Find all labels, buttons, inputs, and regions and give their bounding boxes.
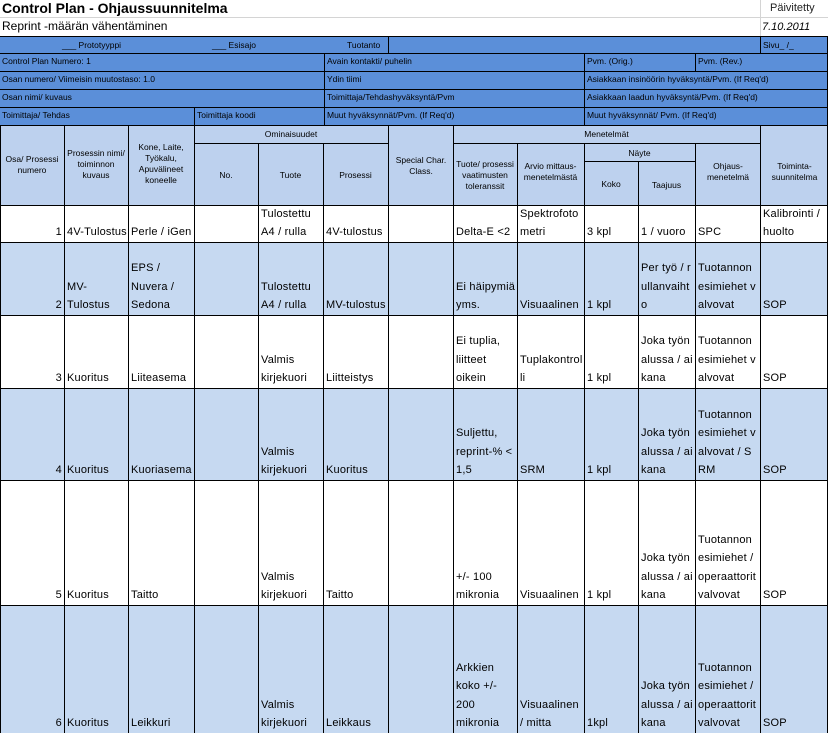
other-approval-2: Muut hyväksynnät/ Pvm. (If Req'd) (587, 110, 717, 120)
row-action-plan: SOP (763, 463, 787, 476)
row-process-name: 4V-Tulostus (67, 225, 127, 238)
row-measurement: Visuaalinen (520, 588, 579, 601)
col-characteristics: Ominaisuudet (264, 129, 318, 139)
row-control-method: Tuotannon esimiehet / operaattorit valvovat (698, 534, 757, 601)
row-number: 2 (55, 298, 62, 311)
row-process-name: Kuoritus (67, 716, 109, 729)
row-special-char (389, 206, 453, 241)
row-machine: Taitto (131, 588, 159, 601)
row-process-name: Kuoritus (67, 588, 109, 601)
col-measurement: Arvio mittaus-menetelmästä (523, 161, 578, 182)
row-control-method: Tuotannon esimiehet valvovat (698, 262, 756, 311)
row-product: Valmis kirjekuori (261, 445, 308, 476)
row-tolerance: +/- 100 mikronia (456, 570, 500, 601)
row-number: 1 (55, 225, 62, 238)
customer-quality-approval: Asiakkaan laadun hyväksyntä/Pvm. (If Req'd) (587, 92, 758, 102)
row-machine: Leikkuri (131, 716, 171, 729)
row-frequency: Joka työn alussa / aikana (641, 680, 693, 729)
customer-engineering-approval: Asiakkaan insinöörin hyväksyntä/Pvm. (If Req'd) (587, 74, 769, 84)
row-char-no (195, 481, 258, 604)
row-sample-size: 1 kpl (587, 371, 612, 384)
core-team: Ydin tiimi (327, 74, 362, 84)
row-machine: EPS / Nuvera / Sedona (131, 262, 175, 311)
col-spec-tolerance: Tuote/ prosessi vaatimusten toleranssit (456, 158, 514, 191)
row-special-char (389, 316, 453, 387)
production-label: Tuotanto (347, 40, 381, 50)
row-process-char: MV-tulostus (326, 298, 386, 311)
col-product: Tuote (279, 169, 302, 180)
row-measurement: Tuplakontrolli (520, 353, 583, 384)
row-process-name: MV-Tulostus (67, 280, 110, 311)
row-process-name: Kuoritus (67, 463, 109, 476)
row-number: 3 (55, 371, 62, 384)
row-control-method: SPC (698, 225, 722, 238)
col-process-name: Prosessin nimi/ toiminnon kuvaus (67, 147, 125, 180)
row-product: Valmis kirjekuori (261, 570, 308, 601)
row-number: 6 (55, 716, 62, 729)
supplier-code: Toimittaja koodi (197, 110, 256, 120)
plan-number: Control Plan Numero: 1 (2, 56, 91, 66)
col-action-plan: Toiminta-suunnitelma (771, 161, 818, 182)
grid-line (760, 0, 761, 36)
row-action-plan: SOP (763, 298, 787, 311)
supplier-plant-approval: Toimittaja/Tehdashyväksyntä/Pvm (327, 92, 455, 102)
row-sample-size: 1kpl (587, 716, 608, 729)
prototype-checkbox-label: ___ Prototyyppi (62, 40, 122, 50)
row-measurement: Spektrofotometri (520, 207, 579, 238)
row-number: 5 (55, 588, 62, 601)
row-measurement: Visuaalinen (520, 298, 579, 311)
row-char-no (195, 389, 258, 479)
key-contact: Avain kontakti/ puhelin (327, 56, 412, 66)
row-control-method: Tuotannon esimiehet valvovat / SRM (698, 409, 756, 476)
row-frequency: 1 / vuoro (641, 225, 686, 238)
row-measurement: SRM (520, 463, 546, 476)
row-special-char (389, 243, 453, 314)
row-process-char: Kuoritus (326, 463, 368, 476)
row-product: Tulostettu A4 / rulla (261, 280, 311, 311)
col-sample: Näyte (628, 148, 651, 158)
row-measurement: Visuaalinen / mitta (520, 698, 579, 729)
row-tolerance: Ei häipymiä yms. (456, 280, 516, 311)
other-approval-1: Muut hyväksynnät/Pvm. (If Req'd) (327, 110, 455, 120)
row-char-no (195, 606, 258, 732)
col-frequency: Taajuus (651, 179, 682, 190)
col-methods: Menetelmät (584, 129, 629, 139)
part-number: Osan numero/ Viimeisin muutostaso: 1.0 (2, 74, 155, 84)
col-size: Koko (601, 178, 621, 189)
row-char-no (195, 316, 258, 387)
row-sample-size: 1 kpl (587, 588, 612, 601)
col-special-char: Special Char. Class. (395, 155, 447, 176)
col-control-method: Ohjaus-menetelmä (706, 161, 750, 182)
page-subtitle: Reprint -määrän vähentäminen (2, 19, 168, 33)
row-action-plan: SOP (763, 588, 787, 601)
row-tolerance: Ei tuplia, liitteet oikein (456, 335, 501, 384)
row-special-char (389, 389, 453, 479)
row-machine: Liiteasema (131, 371, 187, 384)
date-revision: Pvm. (Rev.) (698, 56, 743, 66)
row-special-char (389, 481, 453, 604)
row-char-no (195, 206, 258, 241)
row-process-char: Taitto (326, 588, 354, 601)
date-original: Pvm. (Orig.) (587, 56, 633, 66)
part-name: Osan nimi/ kuvaus (2, 92, 72, 102)
row-number: 4 (55, 463, 62, 476)
preseries-checkbox-label: ___ Esisajo (212, 40, 256, 50)
page-number: Sivu_ /_ (763, 40, 794, 50)
row-process-char: Leikkaus (326, 716, 372, 729)
row-tolerance: Arkkien koko +/- 200 mikronia (456, 662, 500, 729)
grid-line (0, 17, 828, 18)
row-char-no (195, 243, 258, 314)
row-frequency: Per työ / rullanvaihto (641, 262, 691, 311)
row-control-method: Tuotannon esimiehet / operaattorit valvovat (698, 662, 757, 729)
col-part-process-number: Osa/ Prosessi numero (5, 154, 59, 175)
row-control-method: Tuotannon esimiehet valvovat (698, 335, 756, 384)
row-frequency: Joka työn alussa / aikana (641, 552, 693, 601)
row-tolerance: Suljettu, reprint-% < 1,5 (456, 427, 513, 476)
col-process: Prosessi (339, 169, 372, 180)
row-action-plan: SOP (763, 716, 787, 729)
row-product: Tulostettu A4 / rulla (261, 207, 311, 238)
updated-date: 7.10.2011 (762, 21, 811, 33)
row-frequency: Joka työn alussa / aikana (641, 427, 693, 476)
row-frequency: Joka työn alussa / aikana (641, 335, 693, 384)
page-title: Control Plan - Ohjaussuunnitelma (2, 0, 228, 16)
row-tolerance: Delta-E <2 (456, 225, 511, 238)
row-machine: Kuoriasema (131, 463, 192, 476)
row-sample-size: 1 kpl (587, 298, 612, 311)
row-sample-size: 1 kpl (587, 463, 612, 476)
row-process-char: 4V-tulostus (326, 225, 383, 238)
supplier-plant: Toimittaja/ Tehdas (2, 110, 70, 120)
updated-label: Päivitetty (770, 2, 815, 14)
row-process-char: Liitteistys (326, 371, 374, 384)
row-machine: Perle / iGen (131, 225, 192, 238)
col-machine: Kone, Laite, Työkalu, Apuvälineet koneelle (138, 142, 184, 185)
row-sample-size: 3 kpl (587, 225, 612, 238)
row-action-plan: SOP (763, 371, 787, 384)
col-no: No. (219, 169, 233, 180)
row-action-plan: Kalibrointi / huolto (763, 207, 821, 238)
row-special-char (389, 606, 453, 732)
row-process-name: Kuoritus (67, 371, 109, 384)
row-product: Valmis kirjekuori (261, 353, 308, 384)
row-product: Valmis kirjekuori (261, 698, 308, 729)
